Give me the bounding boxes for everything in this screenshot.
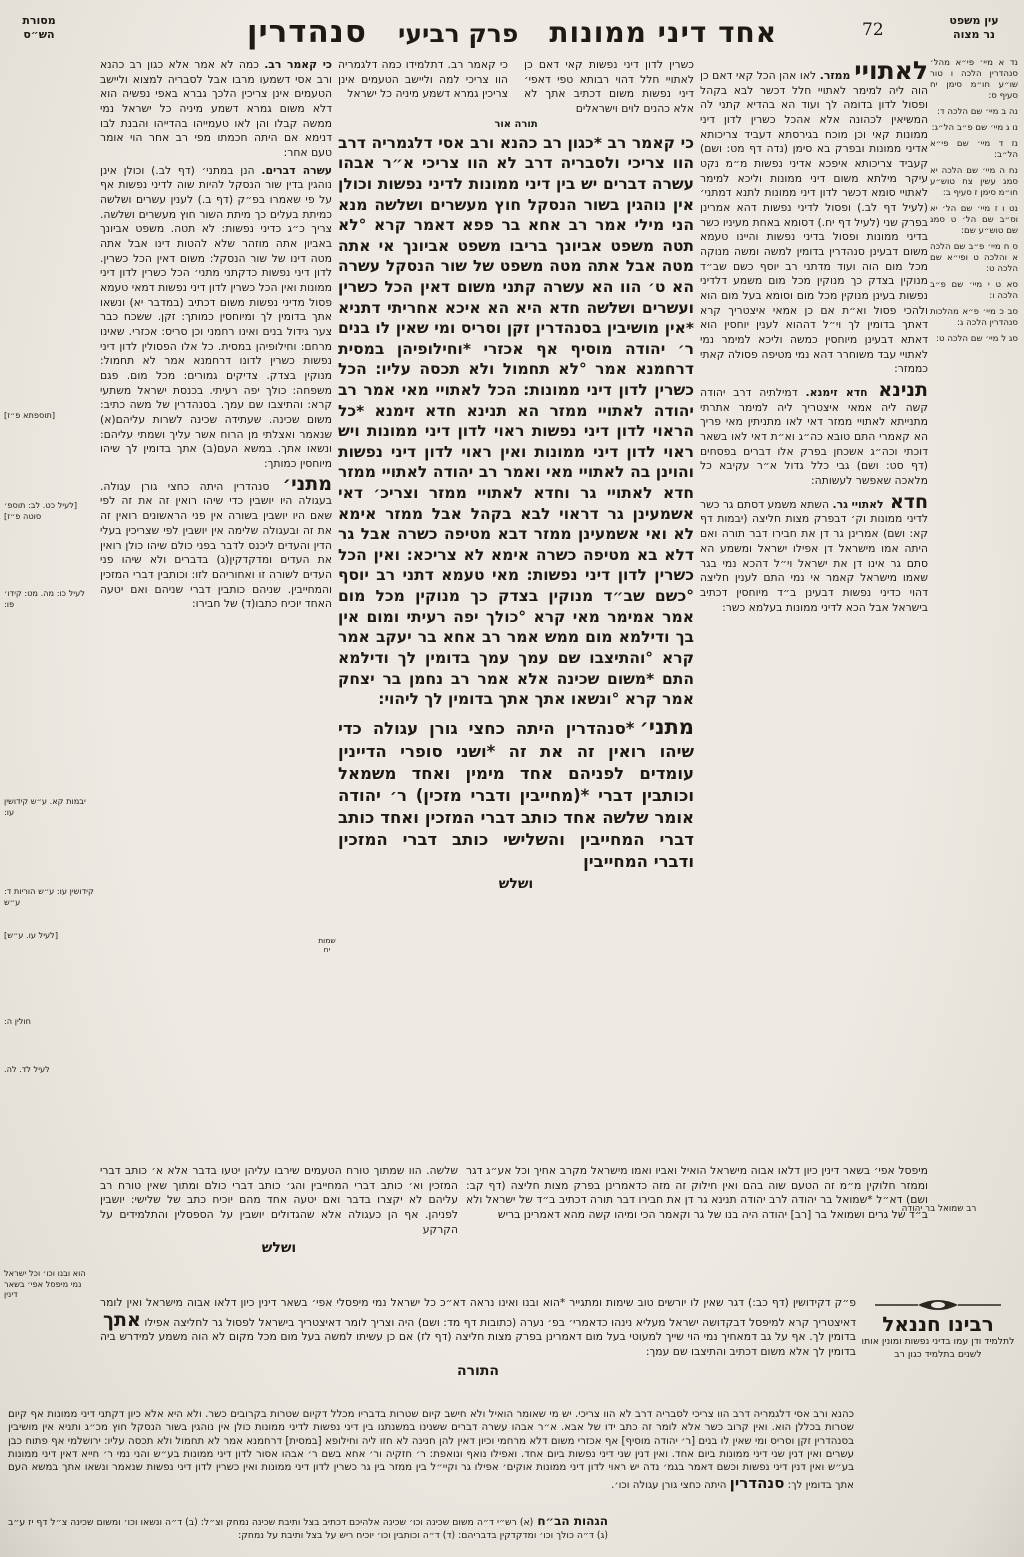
masoret-ref: [לעיל כט. לב: תוספ׳ סוטה פ״ז] (4, 500, 78, 521)
hagahot-habach-title: הגהות הב״ח (537, 1514, 608, 1528)
tosafot-text: פ״ק דקידושין (דף כב:) דגר שאין לו יורשים טוב שימות ומתגייר *הוא ובנו ואינו נראה דא״כ כל ישראל נמי מיפסלי אפי׳ בשאר דינין כיון דלאו אבוה מישראל ואין לומר דאיצטריך קרא למיפסל דבקדושה ישראל מעליא נינהו כדאמרי׳ בפ׳ נערה (כתובות דף מד: ושם) היה וצריך לומר דאיצטריך בישראל לפסול גר לחליצה אפילו (100, 1296, 856, 1329)
ein-mishpat-column (930, 58, 1018, 528)
masoret-ref: לעיל לד. לה. (4, 1064, 50, 1074)
rashi-paragraph (100, 164, 332, 472)
masoret-title-line2: הש״ס (23, 27, 55, 41)
masoret-ref: לעיל כו: מה. מט: קידו׳ פו: (4, 588, 85, 609)
tosafot-catchword: התורה (456, 1362, 500, 1379)
masoret-ref: יבמות קא. ע״ש קידושין עו: (4, 796, 86, 817)
tosafot-text: השתא משמע דסתם גר כשר לדיני ממונות וק׳ דבפרק מצות חליצה (יבמות דף קא: ושם) אמרינן גר דן את חבירו דבר תורה ואם היתה אמו מישראל דן אפילו ישראל ומשמע הא סתם גר אינו דן את ישראל וי״ל דהכא נמי בגר שאמו מישראל קאמר אי נמי התם לענין חליצה דהוי כדיני נפשות דבעינן ב״ד מיוחסין דכתיב בישראל אבל הכא לדיני ממונות בעלמא כשר: (700, 497, 928, 614)
ein-mishpat-entry: סב כ מיי׳ פ״א מהלכות סנהדרין הלכה ג: (930, 307, 1018, 328)
dibur-hamatchil: חדא (889, 490, 928, 513)
page-title (0, 14, 1024, 50)
masoret-ref: [תוספתא פ״ז] (4, 410, 56, 420)
tosafot-paragraph (700, 490, 928, 615)
masechet-name: סנהדרין (246, 14, 367, 50)
mishnah-label: מתני׳ (639, 714, 694, 739)
dibur-hamatchil: ממזר. (819, 69, 851, 82)
dibur-hamatchil: תנינא (878, 379, 928, 402)
masoret-header (10, 14, 68, 42)
mishnah-block (338, 713, 694, 874)
rashi-paragraph (100, 472, 332, 612)
gemara-text: כי קאמר רב *כגון רב כהנא ורב אסי דלגמריה דרב הוו צריכי ולסבריה דרב לא הוו צריכי א״ר אבהו עשרה דברים יש בין דיני ממונות לדיני נפשות וכולן אין נוהגין בשור הנסקל חוץ מעשרים ושלשה מנא הני מילי אמר רב אחא בר פפא דאמר קרא °לא תטה משפט אביונך בריבו משפט אביונך אי אתה מטה אבל אתה מטה משפט של שור הנסקל עשרה הא ט׳ הוו הא עשרה קתני משום דאין הכל כשרין ועשרים ושלשה חדא היא הא איכא אחריתי דתניא *אין מושיבין בסנהדרין זקן וסריס ומי שאין לו בנים ר׳ יהודה מוסיף אף אכזרי *וחילופיהן במסית דרחמנא אמר °לא תחמול ולא תכסה עליו: הכל כשרין לדון דיני ממונות: הכל לאתויי מאי אמר רב יהודה לאתויי ממזר הא תנינא חדא זימנא *כל הראוי לדון דיני נפשות ראוי לדון דיני ממונות ויש ראוי לדון דיני ממונות ואין ראוי לדון דיני נפשות והוינן בה לאתויי מאי ואמר רב יהודה לאתויי ממזר חדא לאתויי גר וחדא לאתויי ממזר וצריכ׳ דאי אשמעינן גר דראוי לבא בקהל אבל ממזר אימא לא ואי אשמעינן ממזר דבא מטיפה כשרה אבל גר דלא בא מטיפה כשרה אימא לא צריכא: ואין הכל כשרין לדון דיני נפשות: מאי טעמא דתני רב יוסף °כשם שב״ד מנוקין בצדק כך מנוקין מכל מום אמר אמימר מאי קרא °כולך יפה רעיתי ומום אין בך ודילמא מום ממש אמר רב אחא בר יעקב אמר קרא °והתיצבו שם עמך עמך בדומין לך ודילמא התם *משום שכינה אלא אמר רב נחמן בר יצחק אמר קרא °ונשאו אתך אתך בדומין לך ליהוי: (338, 133, 694, 709)
hagahot-habach-text: (א) רש״י ד״ה משום שכינה וכו׳ שכינה אלהיכם דכתיב בצל ותיבת שכינה נמחק וצ״ל: (ב) ד״ה ונשאו וכו׳ ומשום שכינה צ״ל דף יז ע״ב (ג) ד״ה כולך וכו׳ ומדקדקין בדבריהם: (ד) ד״ה וכותבין וכו׳ יוכיח ריש על בצל ותיבת על נמחק: (8, 1517, 608, 1541)
ein-mishpat-entry: נז ד מיי׳ שם פי״א הל״ב: (930, 139, 1018, 160)
ein-mishpat-entry: נד א מיי׳ פי״א מהל׳ סנהדרין הלכה ו טור שו״ע חו״מ סימן יח סעיף ס: (930, 58, 1018, 101)
ein-mishpat-entry: נח ה מיי׳ שם הלכה יא סמג עשין צח טוש״ע חו״מ סימן ז סעיף ב: (930, 166, 1018, 198)
masoret-ref: קידושין עו: ע״ש הוריות ד: ע״ש (4, 886, 94, 907)
tosafot-text: בדומין לך. אף על גב דמאחיך נמי הוי שייך למעוטי בעל מום דאמרינן בפרק מצות חליצה (דף לז) אם כן עשיתו למשה בעל מום מכל מקום לא הוה משמע למידרש ביה בדומין לך אלא משום דכתיב והתיצבו שם עמך: (100, 1330, 856, 1359)
gemara-column (338, 58, 694, 1164)
dibur-hamatchil: חדא זימנא. (805, 386, 868, 400)
rashi-text: הנן במתני׳ (דף לב.) וכולן אינן נוהגין בדין שור הנסקל להיות שוה לדיני נפשות אף על פי שאמרו בפ״ק (דף ב.) לענין עשרים ושלשה כמיתת בעלים כך מיתת השור חוץ מעשרים ושלשה. צריך כ״ג כדיני נפשות: לא תטה. משפט אביונך באביון אתה מוזהר שלא להטות דינו אבל אתה מטה דינו של שור הנסקל: משום דאין הכל כשרין. לדון דיני נפשות כדקתני מתני׳ הכל כשרין לדון דיני ממונות ואין הכל כשרין לדון דיני נפשות דמאי טעמא פסול מדיני נפשות משום דכתיב (במדבר יא) ונשאו אתך בדומין לך ומיוחסין כמותך: זקן. ששכח כבר צער גידול בנים ואינו רחמני וכן סריס: אכזרי. שאינו מרחם: וחילופיהן במסית. כל אלו הפסולין לדון דיני נפשות כשרין לדונו דרחמנא אמר לא תחמול: מנוקין בצדק. צדיקים גמורים: מכל מום. פגם משפחה: כולך יפה רעיתי. בכנסת ישראל משתעי קרא: והתיצבו שם עמך. בסנהדרין של משה כתיב: משום שכינה. שעתידה שכינה לשרות עליהם(א) שנאמר ואצלתי מן הרוח אשר עליך ושמתי עליהם: ונשאו אתך. במשא העם(ב) אתך בדומין לך שיהו מיוחסין כמותך: (100, 163, 332, 471)
ein-mishpat-entry: נט ו ז מיי׳ שם הל׳ יא וס״ב שם הל׳ ט סמג שם טוש״ע שם: (930, 204, 1018, 236)
tosafot-text: מיפסל אפי׳ בשאר דינין כיון דלאו אבוה מישראל הואיל ואביו ואמו מישראל מקרב אחיך וכל אע״ג דגר וממזר חלוקין מ״מ זה הטעם שוה בהם ואין חילוק זה מזה כדאמרינן בפרק מצות חליצה (דף קב: ושם) דא״ל *שמואל בר יהודה לרב יהודה תנינא גר דן את חבירו דבר תורה דכתיב ב״ד של ישראל ולא ב״ד של גרים ושמואל בר [רב] יהודה היה בנו של גר וקאמר הכי ומיהו קשה מהא דאמרינן בריש (466, 1164, 928, 1222)
margin-note-shmuel: רב שמואל בר יהודה (901, 1204, 977, 1214)
section-divider-ornament (873, 1298, 1003, 1312)
dibur-hamatchil-atach: אתך (103, 1308, 141, 1331)
page-header (0, 6, 1024, 56)
rashi-text: שלשה. הוו שמתוך טורח הטעמים שירבו עליהן יטעו בדבר אלא א׳ כותב דברי המזכין וא׳ כותב דברי המחייבין והג׳ כותב דברי כולם ומתוך שאין טורח רב עליהם לא יקצרו בדבר ואם יטעה אחד מהם יוכיח כתב של שלישי: יושבין לפניהן. אף הן כעגולה אלא שהגדולים יושבין על הספסלין והתלמידים על הקרקע (100, 1164, 458, 1236)
ein-mishpat-entry: נו ג מיי׳ שם פ״ב הל״ג: (931, 123, 1018, 133)
ein-mishpat-entry: סג ל מיי׳ שם הלכה ט: (936, 334, 1018, 344)
torah-or-label: תורה אור (494, 118, 538, 130)
page-number: 72 (862, 20, 884, 40)
dibur-hamatchil: כי קאמר רב. (264, 58, 332, 71)
gutter-scripture-ref: שמות יח (318, 936, 336, 955)
rabbeinu-chananel-wide (8, 1408, 854, 1506)
dibur-hamatchil: מתני׳ (282, 472, 332, 495)
perek-name: פרק רביעי (398, 19, 519, 48)
dibur-hamatchil: עשרה דברים. (261, 163, 332, 177)
tosafot-opening-word: לאתויי (854, 58, 928, 85)
masoret-column (4, 58, 96, 1348)
hagahot-habach-block (8, 1514, 608, 1554)
tosafot-lower-block (466, 1164, 928, 1290)
masoret-title-line1: מסורת (22, 14, 56, 27)
rashi-column (100, 58, 332, 1160)
mishnah-text: *סנהדרין היתה כחצי גורן עגולה כדי שיהו רואין זה את זה *ושני סופרי הדיינין עומדים לפניהם אחד מימין ואחד משמאל וכותבין דברי *(מחייבין ודברי מזכין) ר׳ יהודה אומר שלשה אחד כותב דברי המזכין ואחד כותב דברי המחייבין והשלישי כותב דברי המזכין ודברי המחייבין (338, 718, 694, 872)
rashi-text: כמה לא אמר אלא כגון רב כהנא ורב אסי דשמעו מרבו אבל לסבריה למצוא וליישב הטעמים אינן צריכין הלכך גברא באפי נפשיה הוא דלא משום גמרא דשמע מיניה כל ישראל נמי ממשה קבלו והן לאו טעמייהו בהדייהו והבנת לבו דנימא אם היתה חכמתו מפי רב אחר הוי אומר טעם אחר: (100, 58, 332, 160)
ein-mishpat-entry: נה ב מיי׳ שם הלכה ד: (937, 107, 1018, 117)
gemara-catchword: ושלש (498, 875, 534, 892)
rashi-paragraph (100, 58, 332, 161)
tosafot-overflow-block: כשרין לדון דיני נפשות קאי דאם כן לאתויי חלל דהוי רבותא טפי דאפי׳ דיני נפשות משום דכתיב אתך לא אלא כהנים לוים וישראלים (524, 58, 694, 116)
rashi-lower-block (100, 1164, 458, 1290)
masoret-ref: [לעיל עו. ע״ש] (4, 930, 59, 940)
tosafot-wide-block (100, 1296, 856, 1406)
rabbeinu-chananel-text: היתה כחצי גורן עגולה וכו׳. (611, 1480, 727, 1492)
rashi-text: סנהדרין היתה כחצי גורן עגולה. בעגולה היו יושבין כדי שיהו רואין זה את זה לפי שאם היו יושבין בשורה אין פני הראשונים רואין זה את זה ובעגולה שלימה אין יושבין לפי שצריכין בעלי הדין והעדים ליכנס לדבר בפני כולם שיהו כולן רואין את העדים ומדקדקין(ג) בדברים ולא שיהו פני העדים לשורה זו ואחוריהם לזו: וכותבין דברי המזכין והמחייבין. שניהם כותבין דברי שניהם ואם יטעה האחד יוכיח כתבו(ד) של חבירו: (100, 479, 332, 611)
masoret-ref: חולין ה: (4, 1016, 32, 1026)
rashi-overflow-block: כי קאמר רב. דתלמידו כמה דלגמריה הוו צריכי למה וליישב הטעמים אינן צריכין גמרא דשמע מיניה כל ישראל (338, 58, 508, 101)
ein-mishpat-title-line1: עין משפט (949, 14, 999, 27)
tosafot-column (700, 58, 928, 1160)
ein-mishpat-title-line2: נר מצוה (953, 27, 995, 41)
tosafot-paragraph (700, 381, 928, 489)
chapter-name: אחד דיני ממונות (549, 16, 778, 49)
ein-mishpat-entry: ס ח מיי׳ פ״ב שם הלכה א והלכה ט ופי״א שם הלכה ט: (930, 242, 1018, 274)
ein-mishpat-entry: סא ט י מיי׳ שם פ״ב הלכה ו: (930, 280, 1018, 301)
masoret-gloss-note: הוא ובנו וכו׳ וכל ישראל נמי מיפסל אפי׳ בשאר דינין (4, 1268, 86, 1300)
tosafot-text: לאו אהן הכל קאי דאם כן הוה ליה למימר לאתויי חלל דכשר לבא בקהל ופסול לדון בדומה לך ועוד הא בהדיא קתני לה המשיאין לכהונה אלא אהכל כשרין לדון דיני ממונות קאי וכן מוכח בגירסתא דעביד צריכותא אדיני ממונות ובפרק בא סימן (נדה דף מט: ושם) קעביד צריכותא איפכא אדיני נפשות מ״מ נקט עיקר מילתא משום דיני ממונות וליכא למימר לאתויי סומא דכשר לדון דיני ממונות לתנא דמתני׳ (לעיל דף לב.) ופסול לדיני נפשות דהא אמרינן בפרק שני (לעיל דף יח.) דסומא באחת מעיניו כשר בדיני ממונות ופסול בדיני נפשות והיינו טעמא משום דבעינן סנהדרין בדומין למשה ומשה מנוקה מכל מום הוה ועוד מדתני רב יוסף כשם שב״ד מנוקין בצדק כך מנוקין מכל מום משמע דלדיני נפשות בעינן מנוקין מכל מום וסומא בעל מום הוא ולהכי פסול וא״ת אם כן אמאי איצטריך קרא דאתך בדומין לך וי״ל דההוא לענין יוחסין הוא דאתא דבעינן מיוחסין כמשה וליכא למימר נמי לאתויי עבד משוחרר דהא נמי מטיפה פסולה קאתי כממזר: (700, 69, 928, 376)
tosafot-text: דמילתיה דרב יהודה קשה ליה אמאי איצטריך ליה למימר אתרתי מתנייתא לאתויי ממזר דאי לאו מתניתין מאי פריך הא קאמרי התם טובא כה״ג וא״ת דאי לאו בשאר דוכתי וכה״ג אשכחן בפרק אלו דברים בפסחים (דף סט: ושם) גבי כלל גדול א״ר עקיבא כל מלאכה שאפשר לעשותה: (700, 386, 928, 488)
rabbeinu-chananel-column-text: לתלמיד ודן עמו בדיני נפשות ומונין אותו לשנים בתלמיד כגון רב (861, 1336, 1015, 1360)
rabbeinu-chananel-header (860, 1298, 1016, 1408)
rashi-catchword: ושלש (261, 1240, 297, 1257)
dibur-hamatchil: לאתויי גר. (832, 497, 884, 511)
tosafot-paragraph (700, 58, 928, 377)
rabbeinu-chananel-mishnah-word: סנהדרין (729, 1474, 785, 1493)
gemara-top-overflow (338, 58, 694, 117)
rabbeinu-chananel-title: רבינו חננאל (882, 1312, 994, 1336)
rabbeinu-chananel-text: כהנא ורב אסי דלגמריה דרב הוו צריכי לסבריה דרב לא הוו צריכי. יש מי שאומר הואיל ולא חישב קיום שטרות בדבריו מכלל דקיום שטרות בקרובים כשר. ולא היא אלא כיון דקתני דיני ממונות אף קיום שטרות בכללן הוא. ואין קרוב כשר אלא לומר זה כתב ידו של אבא. א״ר אבהו עשרה דברים ששנינו במשנתנו בין דיני נפשות לדיני ממונות כולן אין נוהגין בשור הנסקל חוץ מכ״ג ותניא אין מושיבין בסנהדרין זקן וסריס ומי שאין לו בנים [ר׳ יהודה מוסיף] אף אכזרי משום דלא מרחמי וכיון דאין להן חנינה לא חזו ליה וחילופא [במסית] דרחמנא אמר לא תחמול ולא תכסה עליו: ירושלמי אף פתוח כבן עשרים ואין דנין שני דיני ממונות ביום אחד. ואין דנין שני דיני נפשות ביום אחד. ואפילו נואף ונואפת: ר׳ חזקיה ור׳ אחא בשם ר׳ אבהו אסור לדון דיני ממונות בע״ש והני נמי ר׳ חייא דאין דיני ממונות בע״ש ואין דנין דיני נפשות וכשם דאמר בגמ׳ נדה יש ראוי לדון דיני ממונות אוקים׳ אפילו גר וקיי״ל בין ממזר בין גר כשרין לדון דיני ממונות ואין כשרין לדון דיני נפשות שנאמר ונשאו אתך במשא העם אתך בדומין לך: (8, 1409, 854, 1492)
